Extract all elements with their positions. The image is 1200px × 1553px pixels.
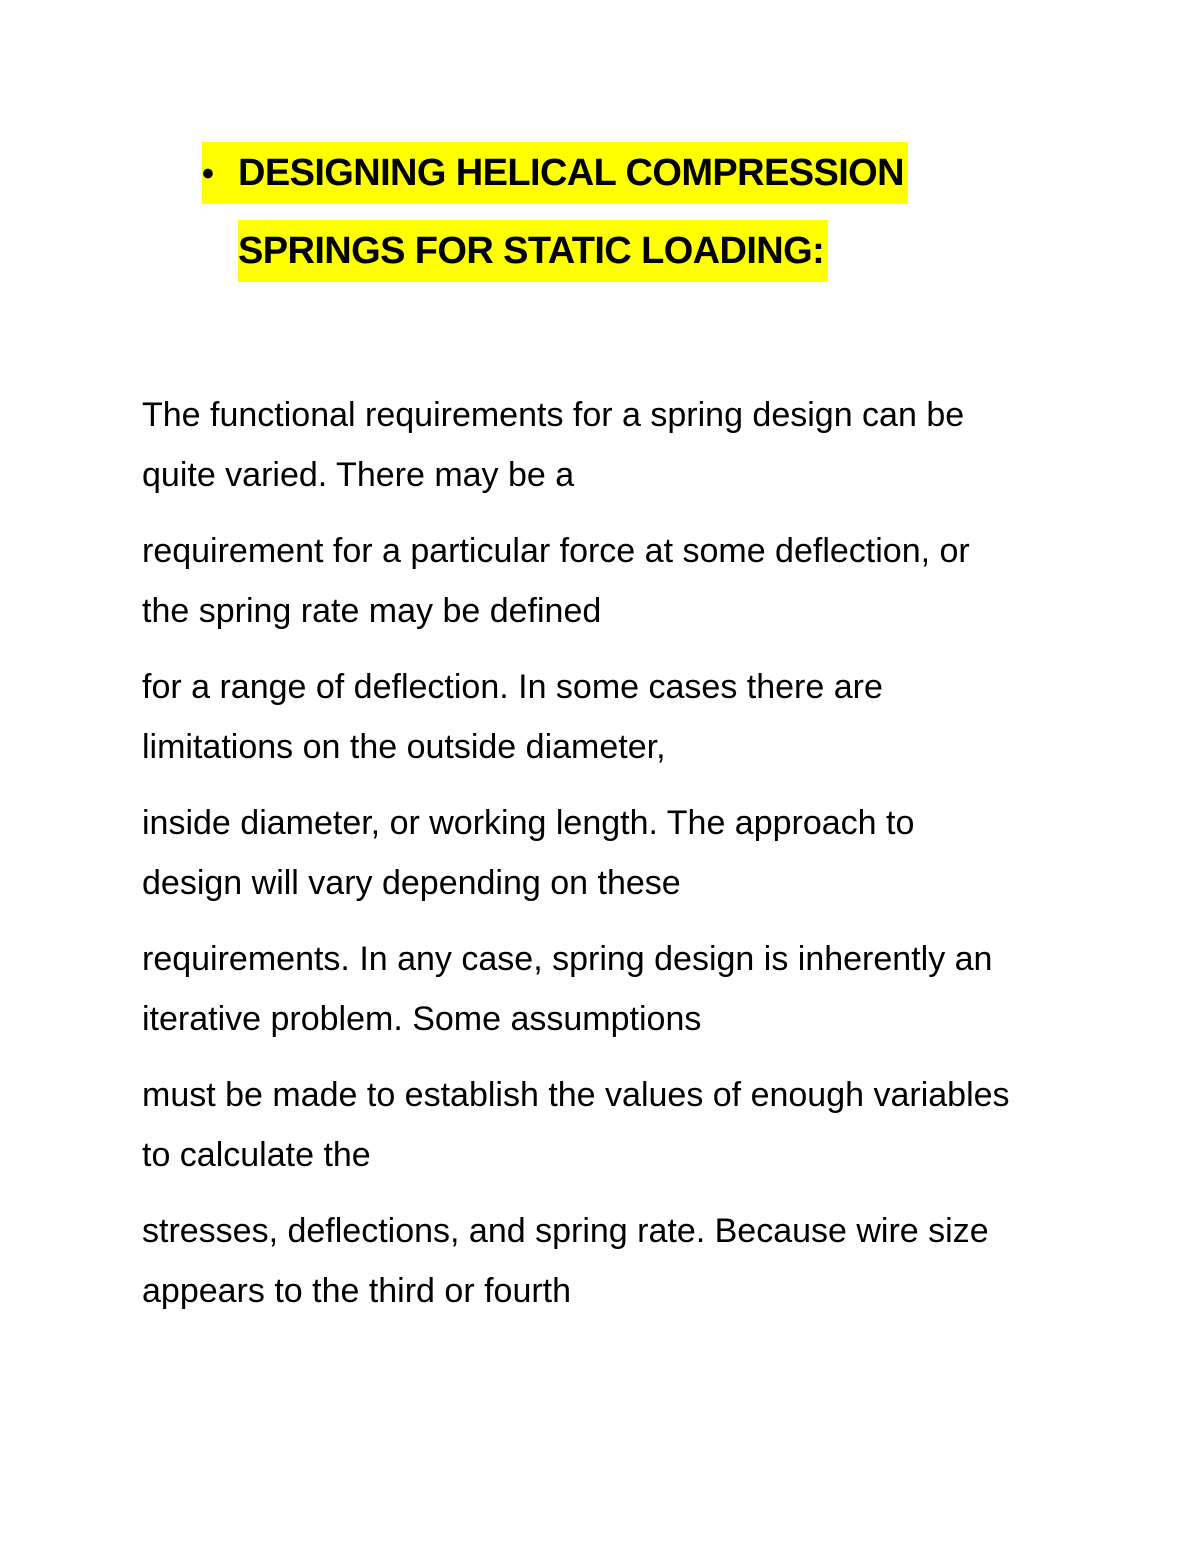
heading-text-1: DESIGNING HELICAL COMPRESSION [238, 152, 904, 194]
heading-highlight-2 [238, 220, 828, 282]
paragraph-1 [142, 385, 1082, 505]
bullet-icon: • [202, 155, 214, 193]
paragraph-2 [142, 521, 1082, 641]
paragraph-line: requirements. In any case, spring design is inherently an [142, 940, 993, 978]
paragraph-line: limitations on the outside diameter, [142, 728, 666, 766]
section-heading [202, 140, 1002, 284]
paragraph-line: to calculate the [142, 1136, 371, 1174]
heading-line-2 [202, 218, 1002, 284]
paragraph-line: must be made to establish the values of enough variables [142, 1076, 1010, 1114]
heading-highlight-1 [202, 142, 908, 204]
paragraph-4 [142, 793, 1082, 913]
paragraph-line: requirement for a particular force at some deflection, or [142, 532, 970, 570]
paragraph-line: for a range of deflection. In some cases there are [142, 668, 883, 706]
paragraph-line: design will vary depending on these [142, 864, 681, 902]
paragraph-line: appears to the third or fourth [142, 1272, 572, 1310]
paragraph-6 [142, 1065, 1082, 1185]
heading-text-2: SPRINGS FOR STATIC LOADING: [238, 230, 825, 272]
paragraph-line: inside diameter, or working length. The approach to [142, 804, 915, 842]
paragraph-3 [142, 657, 1082, 777]
paragraph-5 [142, 929, 1082, 1049]
paragraph-line: quite varied. There may be a [142, 456, 575, 494]
paragraph-7 [142, 1201, 1082, 1321]
body-text [142, 385, 1082, 1337]
paragraph-line: stresses, deflections, and spring rate. Because wire size [142, 1212, 989, 1250]
heading-line-1 [202, 140, 1002, 206]
paragraph-line: The functional requirements for a spring design can be [142, 396, 965, 434]
paragraph-line: iterative problem. Some assumptions [142, 1000, 702, 1038]
paragraph-line: the spring rate may be defined [142, 592, 602, 630]
